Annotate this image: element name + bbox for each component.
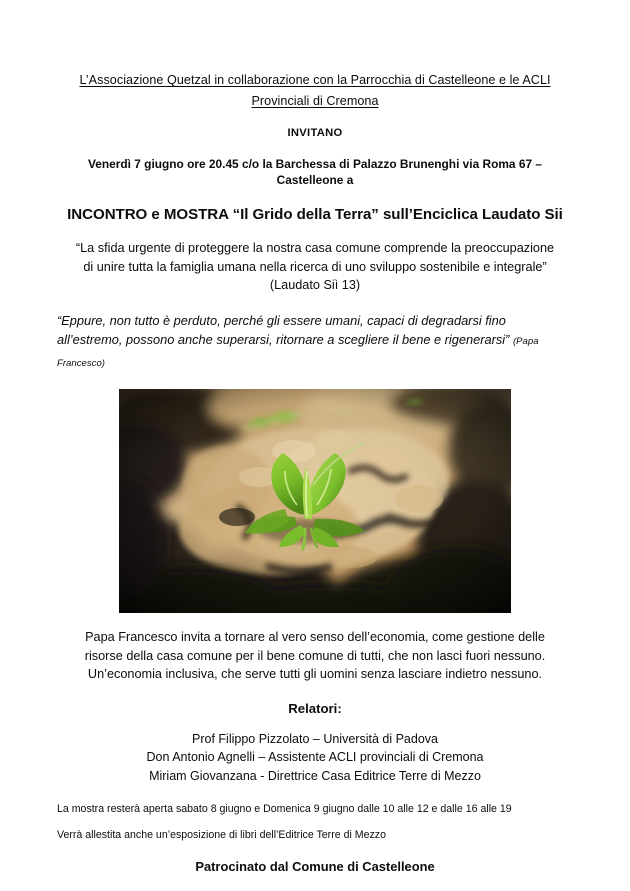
speakers-list	[57, 730, 573, 786]
body-paragraph-line1: Papa Francesco invita a tornare al vero senso dell’economia, come gestione delle	[85, 630, 545, 644]
photo-container	[57, 389, 573, 613]
organizer-header-line1: L’Associazione Quetzal in collaborazione con la Parrocchia di Castelleone e le ACLI	[79, 73, 551, 87]
encyclical-quote-source: (Laudato Siì 13)	[269, 278, 361, 292]
pope-quote	[57, 311, 573, 374]
seedling-photo-graphic	[119, 389, 511, 613]
body-paragraph-line3: Un’economia inclusiva, che serve tutti gli uomini senza lasciare indietro nessuno.	[87, 667, 543, 681]
page-title: INCONTRO e MOSTRA “Il Grido della Terra” sull’Enciclica Laudato Sii	[67, 206, 563, 223]
speakers-heading: Relatori:	[288, 700, 342, 716]
encyclical-quote-line2: di unire tutta la famiglia umana nella ricerca di uno sviluppo sostenibile e integrale”	[83, 259, 547, 274]
list-item: Prof Filippo Pizzolato – Università di Padova	[192, 731, 438, 746]
body-paragraph-line2: risorse della casa comune per il bene comune di tutti, che non lasci fuori nessuno.	[84, 648, 546, 663]
when-where-line: Venerdì 7 giugno ore 20.45 c/o la Barchessa di Palazzo Brunenghi via Roma 67 – Castelleone a	[88, 157, 542, 187]
exhibition-hours-note: La mostra resterà aperta sabato 8 giugno e Domenica 9 giugno dalle 10 alle 12 e dalle 16 alle 19	[57, 803, 512, 815]
encyclical-quote-line1: “La sfida urgente di proteggere la nostra casa comune comprende la preoccupazione	[75, 241, 555, 255]
encyclical-quote	[57, 239, 573, 276]
seedling-photo	[119, 389, 511, 613]
sponsorship-footer: Patrocinato dal Comune di Castelleone	[195, 859, 435, 874]
book-exhibition-note: Verrà allestita anche un’esposizione di libri dell’Editrice Terre di Mezzo	[57, 829, 386, 841]
document-body	[57, 0, 573, 876]
organizer-header	[57, 70, 573, 112]
pope-quote-text: “Eppure, non tutto è perduto, perché gli essere umani, capaci di degradarsi fino all’estremo, possono anche superarsi, ritornare a scegliere il bene e rigenerarsi”	[57, 312, 510, 347]
pope-quote-attribution: (Papa Francesco)	[57, 336, 539, 369]
list-item: Don Antonio Agnelli – Assistente ACLI provinciali di Cremona	[146, 750, 484, 764]
invite-word: INVITANO	[287, 127, 343, 139]
list-item: Miriam Giovanzana - Direttrice Casa Editrice Terre di Mezzo	[149, 768, 481, 783]
organizer-header-line2: Provinciali di Cremona	[251, 94, 379, 108]
body-paragraph	[57, 628, 573, 684]
